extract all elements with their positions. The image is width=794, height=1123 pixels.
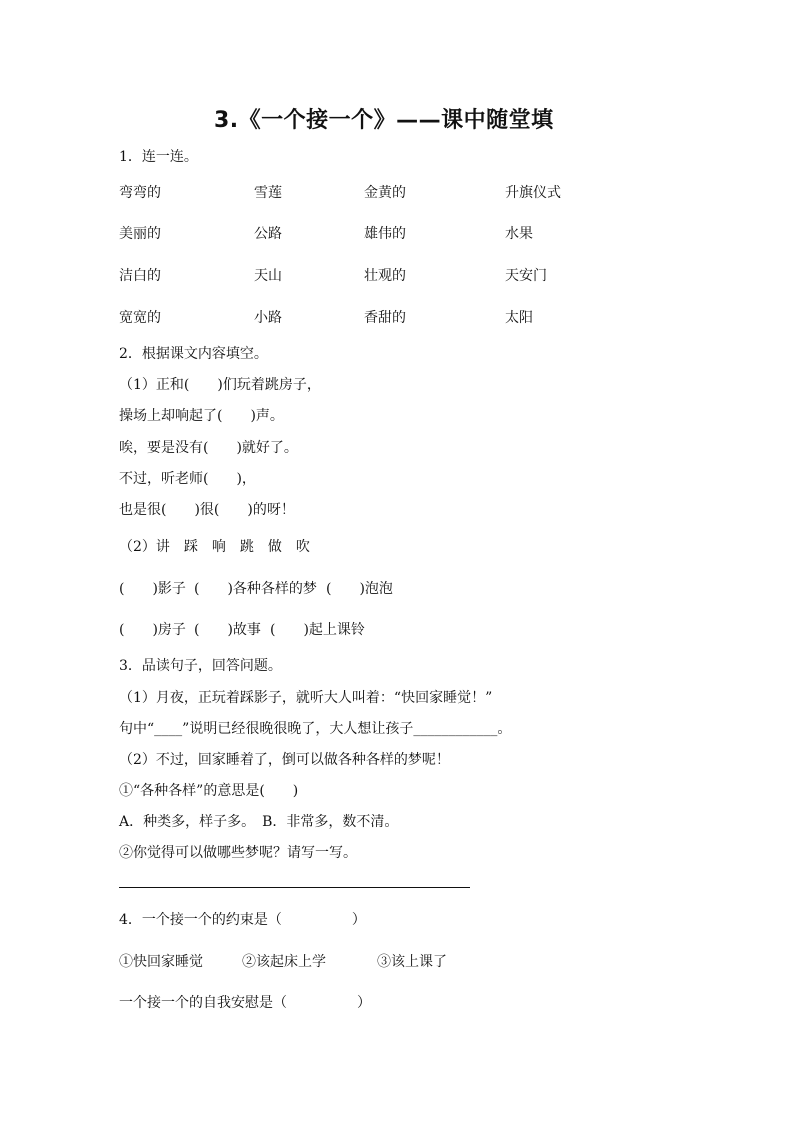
- q4-choice: ②该起床上学: [242, 954, 326, 970]
- q1-cell: 弯弯的: [119, 185, 161, 201]
- q4-choice: ③该上课了: [377, 954, 447, 970]
- q1-cell: 太阳: [505, 310, 533, 326]
- q2-line: （1）正和( )们玩着跳房子，: [119, 377, 321, 393]
- q1-cell: 壮观的: [364, 268, 406, 284]
- q1-cell: 雪莲: [254, 185, 282, 201]
- q1-cell: 雄伟的: [364, 226, 406, 242]
- q2-blank-item: ( )泡泡: [326, 581, 393, 597]
- answer-line: [119, 887, 470, 888]
- q1-cell: 金黄的: [364, 185, 406, 201]
- q3-options: A．种类多，样子多。 B．非常多，数不清。: [119, 814, 399, 830]
- q4-choice: ①快回家睡觉: [119, 954, 203, 970]
- q1-cell: 天山: [254, 268, 282, 284]
- page-title: 3.《一个接一个》——课中随堂填: [214, 108, 554, 133]
- q1-cell: 宽宽的: [119, 310, 161, 326]
- q2-blank-item: ( )起上课铃: [270, 622, 365, 638]
- q2-line: 唉，要是没有( )就好了。: [119, 440, 298, 456]
- q2-line: 操场上却响起了( )声。: [119, 408, 284, 424]
- q4-heading: 4．一个接一个的约束是（ ）: [119, 912, 366, 928]
- q1-cell: 天安门: [505, 268, 547, 284]
- q1-cell: 洁白的: [119, 268, 161, 284]
- q2-blank-item: ( )各种各样的梦: [194, 581, 317, 597]
- q1-cell: 水果: [505, 226, 533, 242]
- q2-blank-item: ( )影子: [119, 581, 186, 597]
- q4-comfort: 一个接一个的自我安慰是（ ）: [119, 995, 371, 1011]
- q1-cell: 升旗仪式: [505, 185, 561, 201]
- q2-line: 也是很( )很( )的呀！: [119, 502, 295, 518]
- q2-heading: 2．根据课文内容填空。: [119, 346, 268, 362]
- q3-sentence-1: （1）月夜，正玩着踩影子，就听大人叫着：“快回家睡觉！”: [119, 690, 493, 706]
- q1-cell: 香甜的: [364, 310, 406, 326]
- q2-blank-item: ( )故事: [194, 622, 261, 638]
- q2-line: 不过，听老师( )，: [119, 471, 256, 487]
- q1-cell: 美丽的: [119, 226, 161, 242]
- q3-fill-line: 句中“____”说明已经很晚很晚了，大人想让孩子____________。: [119, 721, 512, 737]
- q2-blank-item: ( )房子: [119, 622, 186, 638]
- q3-sentence-2: （2）不过，回家睡着了，倒可以做各种各样的梦呢！: [119, 752, 450, 768]
- q3-sub-question-2: ②你觉得可以做哪些梦呢？请写一写。: [119, 845, 357, 861]
- q1-heading: 1．连一连。: [119, 149, 198, 165]
- q1-cell: 小路: [254, 310, 282, 326]
- q1-cell: 公路: [254, 226, 282, 242]
- q3-heading: 3．品读句子，回答问题。: [119, 658, 282, 674]
- q3-sub-question-1: ①“各种各样”的意思是( ): [119, 783, 299, 799]
- q2-word-bank: （2）讲 踩 响 跳 做 吹: [119, 539, 310, 555]
